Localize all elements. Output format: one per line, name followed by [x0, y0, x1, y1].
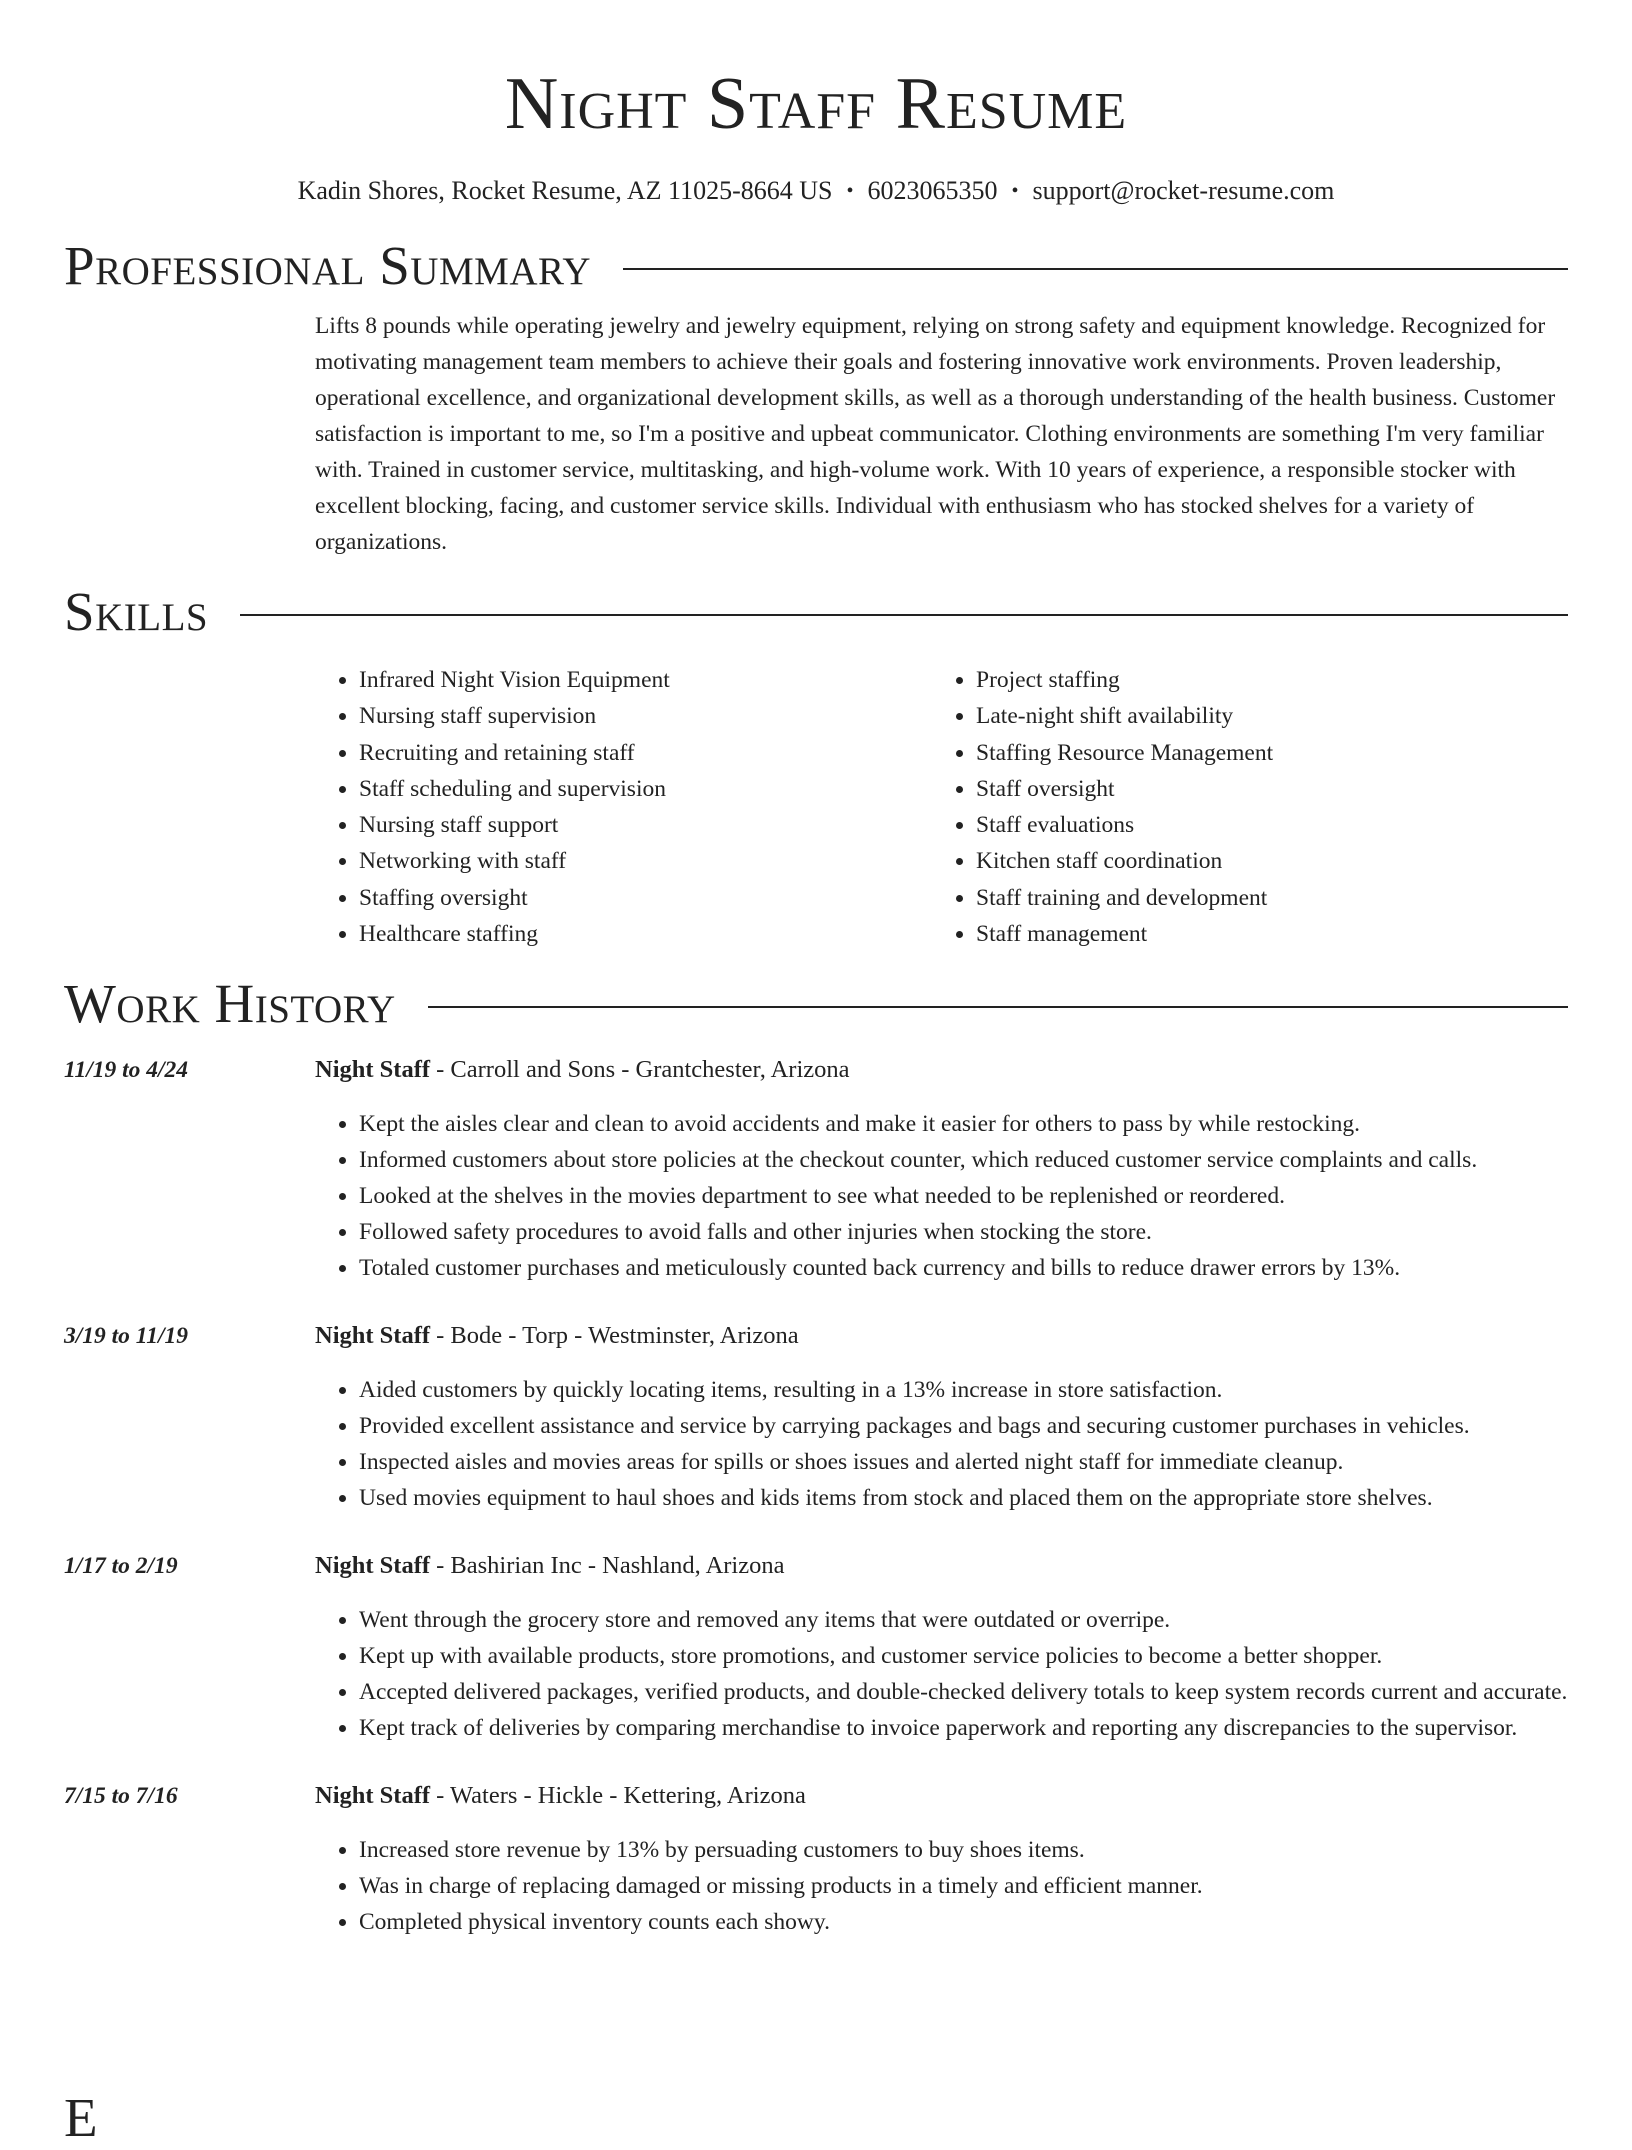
summary-text: Lifts 8 pounds while operating jewelry and jewelry equipment, relying on strong safety and equipment knowledge. Recognized for motivating management team members to achieve their goals and fostering innovative work environments. Proven leadership, operational excellence, and organizational development skills, as well as a thorough understanding of the health business. Customer satisfaction is important to me, so I'm a positive and upbeat communicator. Clothing environments are something I'm very familiar with. Trained in customer service, multitasking, and high-volume work. With 10 years of experience, a responsible stocker with excellent blocking, facing, and customer service skills. Individual with enthusiasm who has stocked shelves for a variety of organizations. — [315, 313, 1556, 555]
skill-item: • Late-night shift availability — [976, 698, 1549, 734]
job-entry — [64, 1318, 1568, 1516]
job-bullets — [315, 1602, 1568, 1746]
job-entry — [64, 1548, 1568, 1746]
job-title-line — [315, 1548, 1568, 1584]
job-bullet: • Increased store revenue by 13% by persuading customers to buy shoes items. — [359, 1832, 1568, 1868]
job-bullet: • Informed customers about store policies at the checkout counter, which reduced customer service complaints and calls. — [359, 1142, 1568, 1178]
contact-line — [64, 174, 1568, 208]
job-body — [315, 1778, 1568, 1940]
work-history-list — [64, 1052, 1568, 1940]
resume-title: Night Staff Resume — [504, 63, 1128, 145]
resume-page — [64, 0, 1568, 1972]
skill-item: • Staffing oversight — [359, 880, 932, 916]
job-body — [315, 1548, 1568, 1746]
job-employer: - Carroll and Sons - Grantchester, Arizona — [430, 1056, 850, 1084]
job-bullets — [315, 1106, 1568, 1286]
job-entry — [64, 1052, 1568, 1286]
job-title-line — [315, 1052, 1568, 1088]
job-bullets — [315, 1372, 1568, 1516]
job-bullet: • Aided customers by quickly locating items, resulting in a 13% increase in store satisfaction. — [359, 1372, 1568, 1408]
job-role: Night Staff — [315, 1782, 431, 1810]
job-title-line — [315, 1778, 1568, 1814]
skill-item: • Nursing staff supervision — [359, 698, 932, 734]
job-title-line — [315, 1318, 1568, 1354]
job-employer: - Bashirian Inc - Nashland, Arizona — [430, 1552, 785, 1580]
job-bullets — [315, 1832, 1568, 1940]
job-dates: 3/19 to 11/19 — [64, 1323, 189, 1350]
work-section-header — [64, 972, 1568, 1036]
job-bullet: • Totaled customer purchases and meticulously counted back currency and bills to reduce drawer errors by 13%. — [359, 1250, 1568, 1286]
job-employer: - Bode - Torp - Westminster, Arizona — [430, 1322, 799, 1350]
job-bullet: • Kept track of deliveries by comparing merchandise to invoice paperwork and reporting any discrepancies to the supervisor. — [359, 1710, 1568, 1746]
contact-separator: • — [846, 180, 854, 202]
skill-item: • Staff evaluations — [976, 807, 1549, 843]
skill-item: • Project staffing — [976, 662, 1549, 698]
summary-section-title: Professional Summary — [64, 235, 592, 296]
job-role: Night Staff — [315, 1552, 431, 1580]
contact-separator: • — [1011, 180, 1019, 202]
skill-item: • Infrared Night Vision Equipment — [359, 662, 932, 698]
job-bullet: • Looked at the shelves in the movies department to see what needed to be replenished or reordered. — [359, 1178, 1568, 1214]
skill-item: • Healthcare staffing — [359, 916, 932, 952]
job-dates: 1/17 to 2/19 — [64, 1553, 178, 1580]
contact-email: support@rocket-resume.com — [1032, 176, 1335, 205]
job-bullet: • Used movies equipment to haul shoes and kids items from stock and placed them on the appropriate store shelves. — [359, 1480, 1568, 1516]
skill-item: • Staffing Resource Management — [976, 735, 1549, 771]
skill-item: • Kitchen staff coordination — [976, 843, 1549, 879]
job-bullet: • Inspected aisles and movies areas for spills or shoes issues and alerted night staff for immediate cleanup. — [359, 1444, 1568, 1480]
job-dates: 11/19 to 4/24 — [64, 1057, 189, 1084]
job-bullet: • Kept the aisles clear and clean to avoid accidents and make it easier for others to pass by while restocking. — [359, 1106, 1568, 1142]
job-bullet: • Followed safety procedures to avoid falls and other injuries when stocking the store. — [359, 1214, 1568, 1250]
job-bullet: • Completed physical inventory counts each showy. — [359, 1904, 1568, 1940]
job-body — [315, 1052, 1568, 1286]
job-bullet: • Accepted delivered packages, verified products, and double-checked delivery totals to keep system records current and accurate. — [359, 1674, 1568, 1710]
skills-column-right — [932, 662, 1549, 952]
section-divider — [240, 614, 1568, 616]
job-role: Night Staff — [315, 1056, 431, 1084]
job-dates: 7/15 to 7/16 — [64, 1783, 178, 1810]
section-divider — [428, 1006, 1568, 1008]
job-entry — [64, 1778, 1568, 1940]
skill-item: • Recruiting and retaining staff — [359, 735, 932, 771]
work-section-title: Work History — [64, 973, 396, 1035]
skills-section-title: Skills — [64, 581, 209, 642]
job-bullet: • Went through the grocery store and removed any items that were outdated or overripe. — [359, 1602, 1568, 1638]
job-header — [64, 1052, 1568, 1286]
job-bullet: • Provided excellent assistance and service by carrying packages and bags and securing customer purchases in vehicles. — [359, 1408, 1568, 1444]
skills-list — [315, 662, 1568, 952]
skills-section-header — [64, 580, 1568, 644]
job-bullet: • Was in charge of replacing damaged or missing products in a timely and efficient manner. — [359, 1868, 1568, 1904]
skill-item: • Staff scheduling and supervision — [359, 771, 932, 807]
job-employer: - Waters - Hickle - Kettering, Arizona — [430, 1782, 806, 1810]
contact-phone: 6023065350 — [867, 176, 998, 205]
skill-item: • Staff training and development — [976, 880, 1549, 916]
job-header — [64, 1318, 1568, 1516]
job-bullet: • Kept up with available products, store promotions, and customer service policies to become a better shopper. — [359, 1638, 1568, 1674]
skills-column-left — [315, 662, 932, 952]
skill-item: • Networking with staff — [359, 843, 932, 879]
skill-item: • Nursing staff support — [359, 807, 932, 843]
job-role: Night Staff — [315, 1322, 431, 1350]
section-divider — [623, 268, 1568, 270]
next-section-title-partial: E — [64, 2087, 98, 2148]
job-body — [315, 1318, 1568, 1516]
summary-section-header — [64, 234, 1568, 298]
contact-address: Kadin Shores, Rocket Resume, AZ 11025-8664 US — [297, 176, 833, 205]
job-header — [64, 1778, 1568, 1940]
skill-item: • Staff management — [976, 916, 1549, 952]
skill-item: • Staff oversight — [976, 771, 1549, 807]
job-header — [64, 1548, 1568, 1746]
